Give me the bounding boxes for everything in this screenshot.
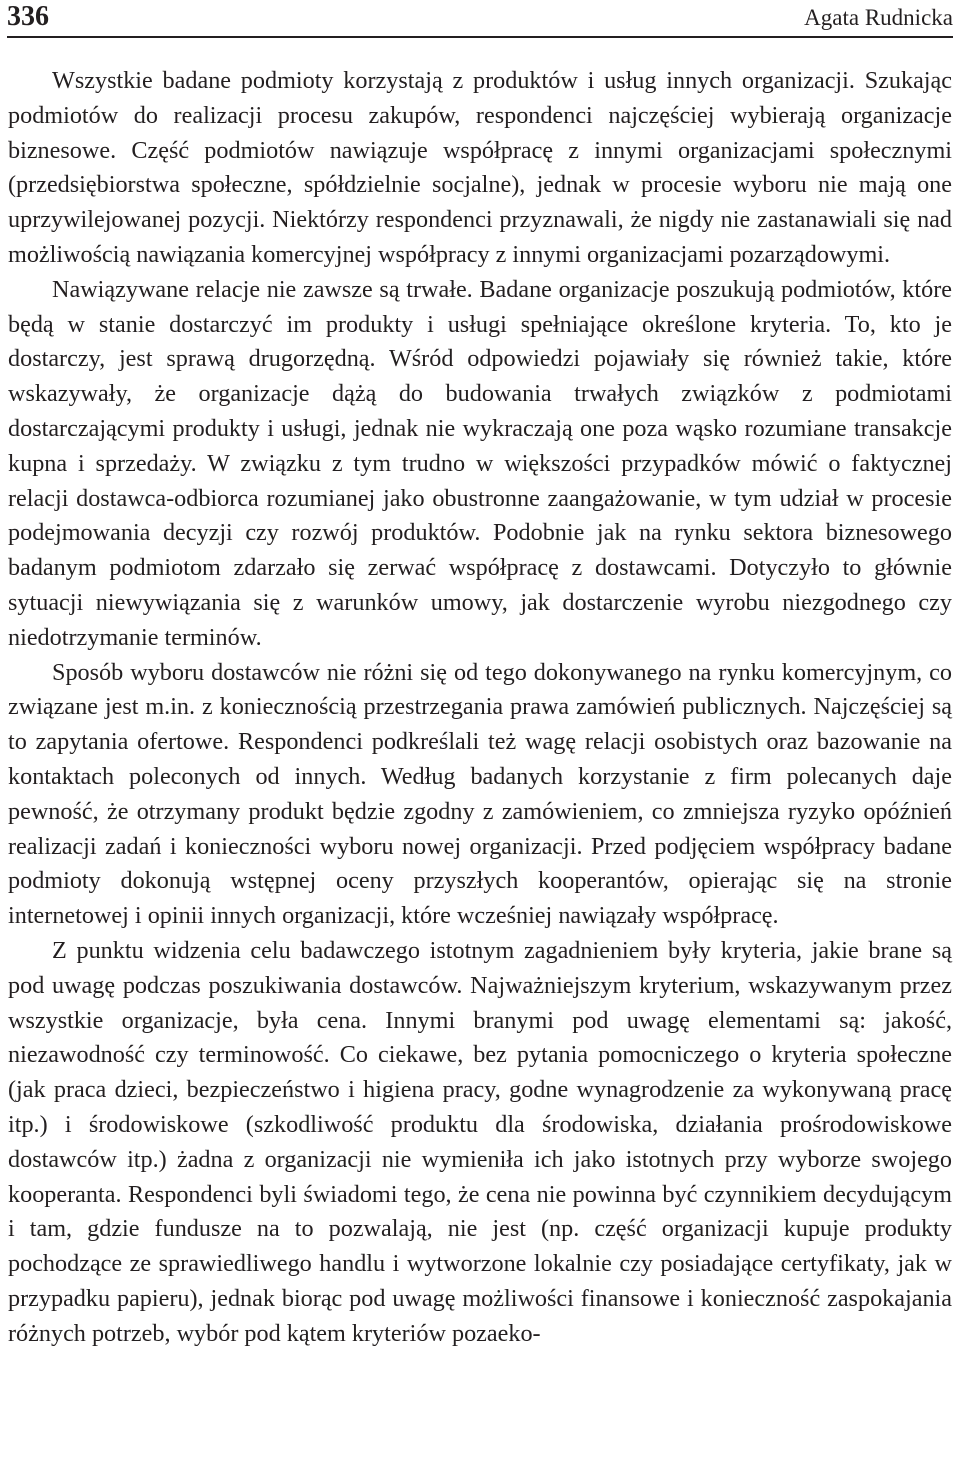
paragraph: Wszystkie badane podmioty korzystają z produktów i usług innych organizacji. Szukając podmiotów do realizacji procesu zakupów, respondenci najczęściej wybierają organizacje biznesowe. Część podmiotów nawiązuje współpracę z innymi organizacjami społecznymi (przedsiębiorstwa społeczne, spółdzielnie socjalne), jednak w procesie wyboru nie mają one uprzywilejowanej pozycji. Niektórzy respondenci przyznawali, że nigdy nie zastanawiali się nad możliwością nawiązania komercyjnej współpracy z innymi organizacjami pozarządowymi. [8, 67, 952, 268]
page-number: 336 [7, 1, 49, 32]
running-head-author: Agata Rudnicka [804, 5, 953, 30]
paragraph: Nawiązywane relacje nie zawsze są trwałe. Badane organizacje poszukują podmiotów, które będą w stanie dostarczyć im produkty i usługi spełniające określone kryteria. To, kto je dostarczy, jest sprawą drugorzędną. Wśród odpowiedzi pojawiały się również takie, które wskazywały, że organizacje dążą do budowania trwałych związków z podmiotami dostarczającymi produkty i usługi, jednak nie wykraczają one poza wąsko rozumiane transakcje kupna i sprzedaży. W związku z tym trudno w większości przypadków mówić o faktycznej relacji dostawca-odbiorca rozumianej jako obustronne zaangażowanie, w tym udział w procesie podejmowania decyzji czy rozwój produktów. Podobnie jak na rynku sektora biznesowego badanym podmiotom zdarzało się zerwać współpracę z dostawcami. Dotyczyło to głównie sytuacji niewywiązania się z warunków umowy, jak dostarczenie wyrobu niezgodnego czy niedotrzymanie terminów. [8, 275, 952, 651]
paragraph: Z punktu widzenia celu badawczego istotnym zagadnieniem były kryteria, jakie brane są pod uwagę podczas poszukiwania dostawców. Najważniejszym kryterium, wskazywanym przez wszystkie organizacje, była cena. Innymi branymi pod uwagę elementami są: jakość, niezawodność czy terminowość. Co ciekawe, bez pytania pomocniczego o kryteria społeczne (jak praca dzieci, bezpieczeństwo i higiena pracy, godne wynagrodzenie za wykonywaną pracę itp.) i środowiskowe (szkodliwość produktu dla środowiska, działania prośrodowiskowe dostawców itp.) żadna z organizacji nie wymieniła ich jako istotnych przy wyborze swojego kooperanta. Respondenci byli świadomi tego, że cena nie powinna być czynnikiem decydującym i tam, gdzie fundusze na to pozwalają, nie jest (np. część organizacji kupuje produkty pochodzące ze sprawiedliwego handlu i wytworzone lokalnie czy posiadające certyfikaty, jak w przypadku papieru), jednak biorąc pod uwagę możliwości finansowe i konieczność zaspokajania różnych potrzeb, wybór pod kątem kryteriów pozaeko- [8, 936, 952, 1347]
running-header [7, 0, 953, 38]
body-text [8, 64, 952, 1351]
paragraph: Sposób wyboru dostawców nie różni się od tego dokonywanego na rynku komercyjnym, co związane jest m.in. z koniecznością przestrzegania prawa zamówień publicznych. Najczęściej są to zapytania ofertowe. Respondenci podkreślali też wagę relacji osobistych oraz bazowanie na kontaktach poleconych od innych. Według badanych korzystanie z firm polecanych daje pewność, że otrzymany produkt będzie zgodny z zamówieniem, co zmniejsza ryzyko opóźnień realizacji zadań i konieczności wyboru nowej organizacji. Przed podjęciem współpracy badane podmioty dokonują wstępnej oceny przyszłych kooperantów, opierając się na stronie internetowej i opinii innych organizacji, które wcześniej nawiązały współpracę. [8, 658, 952, 930]
